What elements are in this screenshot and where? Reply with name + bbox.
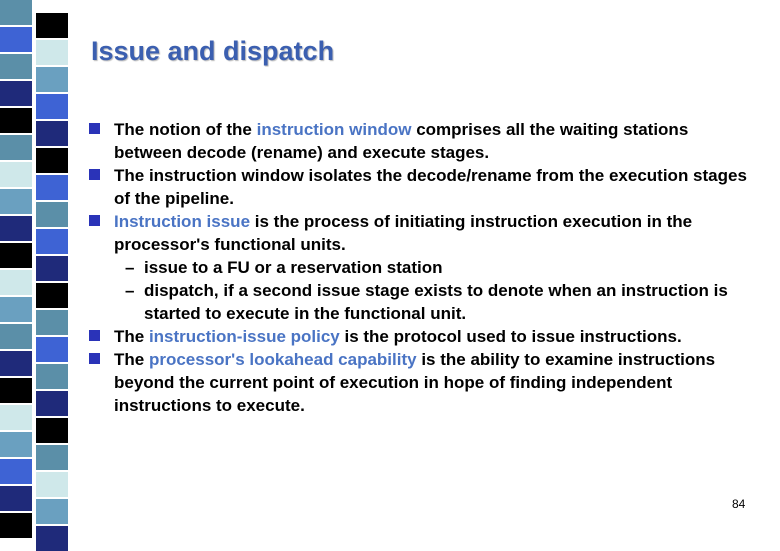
text-segment: is the protocol used to issue instructions. xyxy=(339,327,682,346)
stripe-block xyxy=(0,270,32,295)
highlighted-term: processor's lookahead capability xyxy=(148,350,417,369)
stripe-block xyxy=(0,405,32,430)
stripe-block xyxy=(0,54,32,79)
bullet-item xyxy=(89,348,749,417)
stripe-block xyxy=(36,283,68,308)
text-segment: The notion of the xyxy=(114,120,257,139)
bullet-square-icon xyxy=(89,353,100,364)
stripe-block xyxy=(36,229,68,254)
stripe-block xyxy=(36,337,68,362)
stripe-block xyxy=(36,121,68,146)
sub-bullet-item xyxy=(89,279,749,325)
bullet-text xyxy=(114,166,747,208)
stripe-block xyxy=(0,297,32,322)
sub-bullet-text: issue to a FU or a reservation station xyxy=(144,258,443,277)
stripe-block xyxy=(0,216,32,241)
stripe-block xyxy=(0,486,32,511)
text-segment: The xyxy=(114,350,149,369)
stripe-block xyxy=(0,243,32,268)
stripe-block xyxy=(0,378,32,403)
stripe-block xyxy=(0,162,32,187)
decorative-stripe xyxy=(0,0,70,540)
stripe-block xyxy=(36,445,68,470)
stripe-block xyxy=(0,513,32,538)
stripe-block xyxy=(36,310,68,335)
highlighted-term: instruction-issue policy xyxy=(148,327,340,346)
bullet-item xyxy=(89,210,749,256)
stripe-block xyxy=(0,189,32,214)
bullet-text xyxy=(114,120,688,162)
stripe-block xyxy=(36,391,68,416)
bullet-square-icon xyxy=(89,330,100,341)
stripe-block xyxy=(0,459,32,484)
stripe-block xyxy=(0,432,32,457)
bullet-item xyxy=(89,118,749,164)
stripe-block xyxy=(36,67,68,92)
stripe-block xyxy=(36,13,68,38)
stripe-block xyxy=(36,499,68,524)
sub-bullet-item xyxy=(89,256,749,279)
bullet-square-icon xyxy=(89,169,100,180)
slide-title: Issue and dispatch xyxy=(91,36,335,66)
text-segment: The instruction window isolates the decode/rename from the execution stages of the pipeline. xyxy=(114,166,747,208)
stripe-block xyxy=(36,364,68,389)
stripe-block xyxy=(36,94,68,119)
stripe-block xyxy=(36,256,68,281)
bullet-list xyxy=(89,118,749,417)
stripe-block xyxy=(0,27,32,52)
dash-marker: – xyxy=(125,281,135,300)
highlighted-term: instruction window xyxy=(256,120,412,139)
stripe-block xyxy=(0,351,32,376)
stripe-block xyxy=(36,202,68,227)
bullet-text xyxy=(114,350,715,415)
bullet-square-icon xyxy=(89,123,100,134)
stripe-block xyxy=(0,0,32,25)
stripe-block xyxy=(36,418,68,443)
text-segment: The xyxy=(114,327,149,346)
stripe-block xyxy=(36,526,68,551)
text-segment: is the process of initiating instruction execution in the processor's functional units. xyxy=(114,212,693,254)
text-segment: is the ability to examine instructions beyond the current point of execution in hope of finding independent instructions to execute. xyxy=(114,350,716,415)
bullet-text xyxy=(114,212,692,254)
bullet-square-icon xyxy=(89,215,100,226)
stripe-block xyxy=(36,472,68,497)
stripe-block xyxy=(36,175,68,200)
bullet-text xyxy=(114,327,682,346)
stripe-block xyxy=(0,81,32,106)
bullet-item xyxy=(89,164,749,210)
stripe-block xyxy=(36,40,68,65)
stripe-block xyxy=(36,148,68,173)
sub-bullet-text: dispatch, if a second issue stage exists to denote when an instruction is started to execute in the functional unit. xyxy=(144,281,728,323)
stripe-block xyxy=(0,108,32,133)
stripe-block xyxy=(0,324,32,349)
dash-marker: – xyxy=(125,258,135,277)
bullet-item xyxy=(89,325,749,348)
stripe-block xyxy=(0,135,32,160)
highlighted-term: Instruction issue xyxy=(114,212,251,231)
text-segment: comprises all the waiting stations between decode (rename) and execute stages. xyxy=(114,120,689,162)
page-number: 84 xyxy=(732,497,746,511)
